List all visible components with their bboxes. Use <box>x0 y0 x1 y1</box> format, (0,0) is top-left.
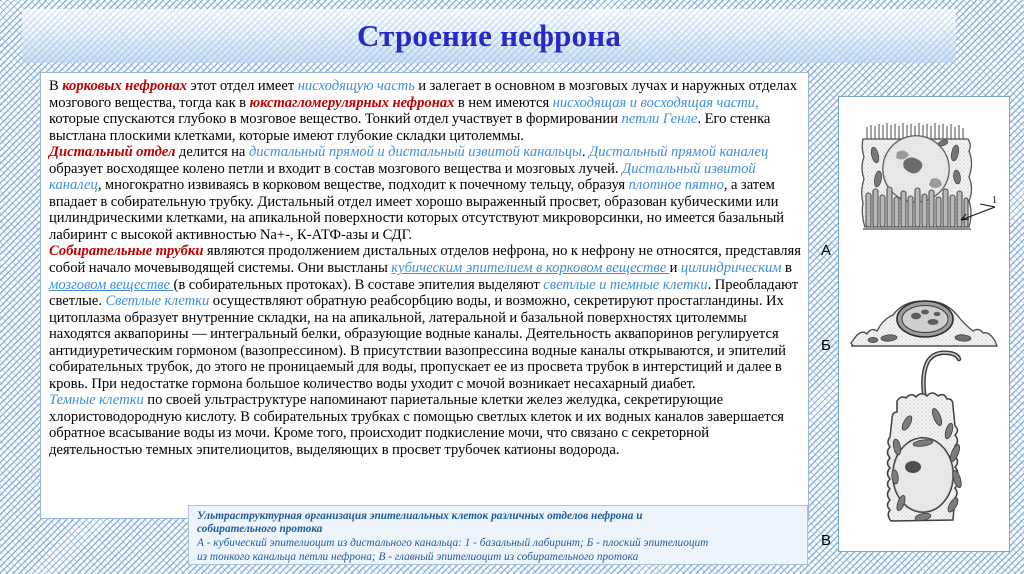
emphasis-run: Дистальный извитой каналец <box>49 160 756 194</box>
basal-labyrinth-callout-number: 1 <box>992 195 997 206</box>
paragraph-3: Собирательные трубки являются продолжением дистальных отделов нефрона, но к нефрону не относятся, представляя собой начало мочевыводящей системы. Они выстланы кубическим эпителием в корковом веществе и цилиндрическим в мозговом веществе (в собирательных протоках). В составе эпителия выделяют светлые и темные клетки. Преобладают светлые. Светлые клетки осуществляют обратную реабсорбцию воды, и возможно, секретируют простагландины. Их цитоплазма образует внутренние складки, на на апикальной, латеральной и базальной поверхностях цитолеммы находятся аквапорины — интегральный белки, образующие водные каналы. Деятельность аквапоринов регулируется антидиуретическим гормоном (вазопрессином). В присутствии вазопрессина водные каналы открываются, и эпителий собирательных трубок, до этого не проницаемый для воды, пропускает ее из просвета трубок в интерстиций и далее в кровь. При недостатке гормона большое количество воды уходит с мочой возникает несахарный диабет. <box>49 243 801 392</box>
body-text-panel <box>40 72 809 519</box>
slide-title-banner <box>22 9 956 63</box>
squamous-epitheliocyte-figure <box>845 291 1005 353</box>
emphasis-run: Темные клетки <box>49 392 144 409</box>
emphasis-run: Собирательные трубки <box>49 243 204 260</box>
cuboidal-epitheliocyte-figure <box>847 107 1003 275</box>
emphasis-run: цилиндрическим <box>680 260 782 277</box>
emphasis-run: Дистальный отдел <box>49 144 176 161</box>
caption-line-2: собирательного протока <box>197 523 323 535</box>
emphasis-run: Дистальный прямой каналец <box>589 144 769 161</box>
caption-line-1: Ультраструктурная организация эпителиальных клеток различных отделов нефрона и <box>197 510 643 522</box>
figure-label-b: Б <box>821 337 831 354</box>
emphasis-run: дистальный прямой и дистальный извитой канальцы <box>248 144 582 161</box>
figure-label-v: В <box>821 532 832 549</box>
paragraph-1: В корковых нефронах этот отдел имеет нисходящую часть и залегает в основном в мозговых лучах и наружных отделах мозгового вещества, тогда как в юкстагломерулярных нефронах в нем имеются нисходящая и восходящая части, которые спускаются глубоко в мозговое вещество. Тонкий отдел участвует в формировании петли Генле. Его стенка выстлана плоскими клетками, которые имеют глубокие складки цитолеммы. <box>49 78 798 144</box>
emphasis-run: светлые и темные клетки <box>543 276 708 293</box>
caption-line-4: из тонкого канальца петли нефрона; В - главный эпителиоцит из собирательного протока <box>197 551 639 564</box>
emphasis-run: кубическим эпителием в корковом веществе <box>391 260 670 277</box>
emphasis-run: плотное пятно <box>628 177 724 194</box>
figure-caption-box <box>188 505 808 565</box>
body-text <box>49 78 802 459</box>
emphasis-run: мозговом веществе <box>49 276 174 293</box>
emphasis-run: нисходящая и восходящая части, <box>552 94 759 111</box>
page-title: Строение нефрона <box>356 18 622 53</box>
paragraph-2: Дистальный отдел делится на дистальный прямой и дистальный извитой канальцы. Дистальный прямой каналец образует восходящее колено петли и входит в состав мозгового вещества и мозговых лучей. Дистальный извитой каналец, многократно извиваясь в корковом веществе, подходит к почечному тельцу, образуя плотное пятно, а затем впадает в собирательную трубку. Дистальный отдел имеет хорошо выраженный просвет, образован кубическими или цилиндрическими клетками, на апикальной поверхности которых отсутствуют микроворсинки, но имеется базальный лабиринт с высокой активностью Na+-, К-АТФ-азы и СДГ. <box>49 144 785 243</box>
paragraph-4: Темные клетки по своей ультраструктуре напоминают париетальные клетки желез желудка, секретирующие хлористоводородную кислоту. В собирательных трубках с помощью светлых клеток и их водных каналов завершается обратное всасывание воды из мочи. Кроме того, происходит подкисление мочи, что связано с секреторной деятельностью темных эпителиоцитов, выделяющих в просвет трубочек катионы водорода. <box>49 392 785 459</box>
emphasis-run: юкстагломерулярных нефронах <box>249 94 455 111</box>
principal-epitheliocyte-figure <box>861 347 993 543</box>
emphasis-run: Светлые клетки <box>105 293 210 310</box>
emphasis-run: петли Генле <box>621 111 698 128</box>
emphasis-run: нисходящую часть <box>297 78 415 94</box>
caption-line-3: А - кубический эпителиоцит из дистального канальца: 1 - базальный лабиринт; Б - плоский эпителиоцит <box>197 537 709 549</box>
emphasis-run: корковых нефронах <box>62 78 188 94</box>
figure-label-a: А <box>821 242 832 259</box>
figure-panel <box>838 96 1010 552</box>
